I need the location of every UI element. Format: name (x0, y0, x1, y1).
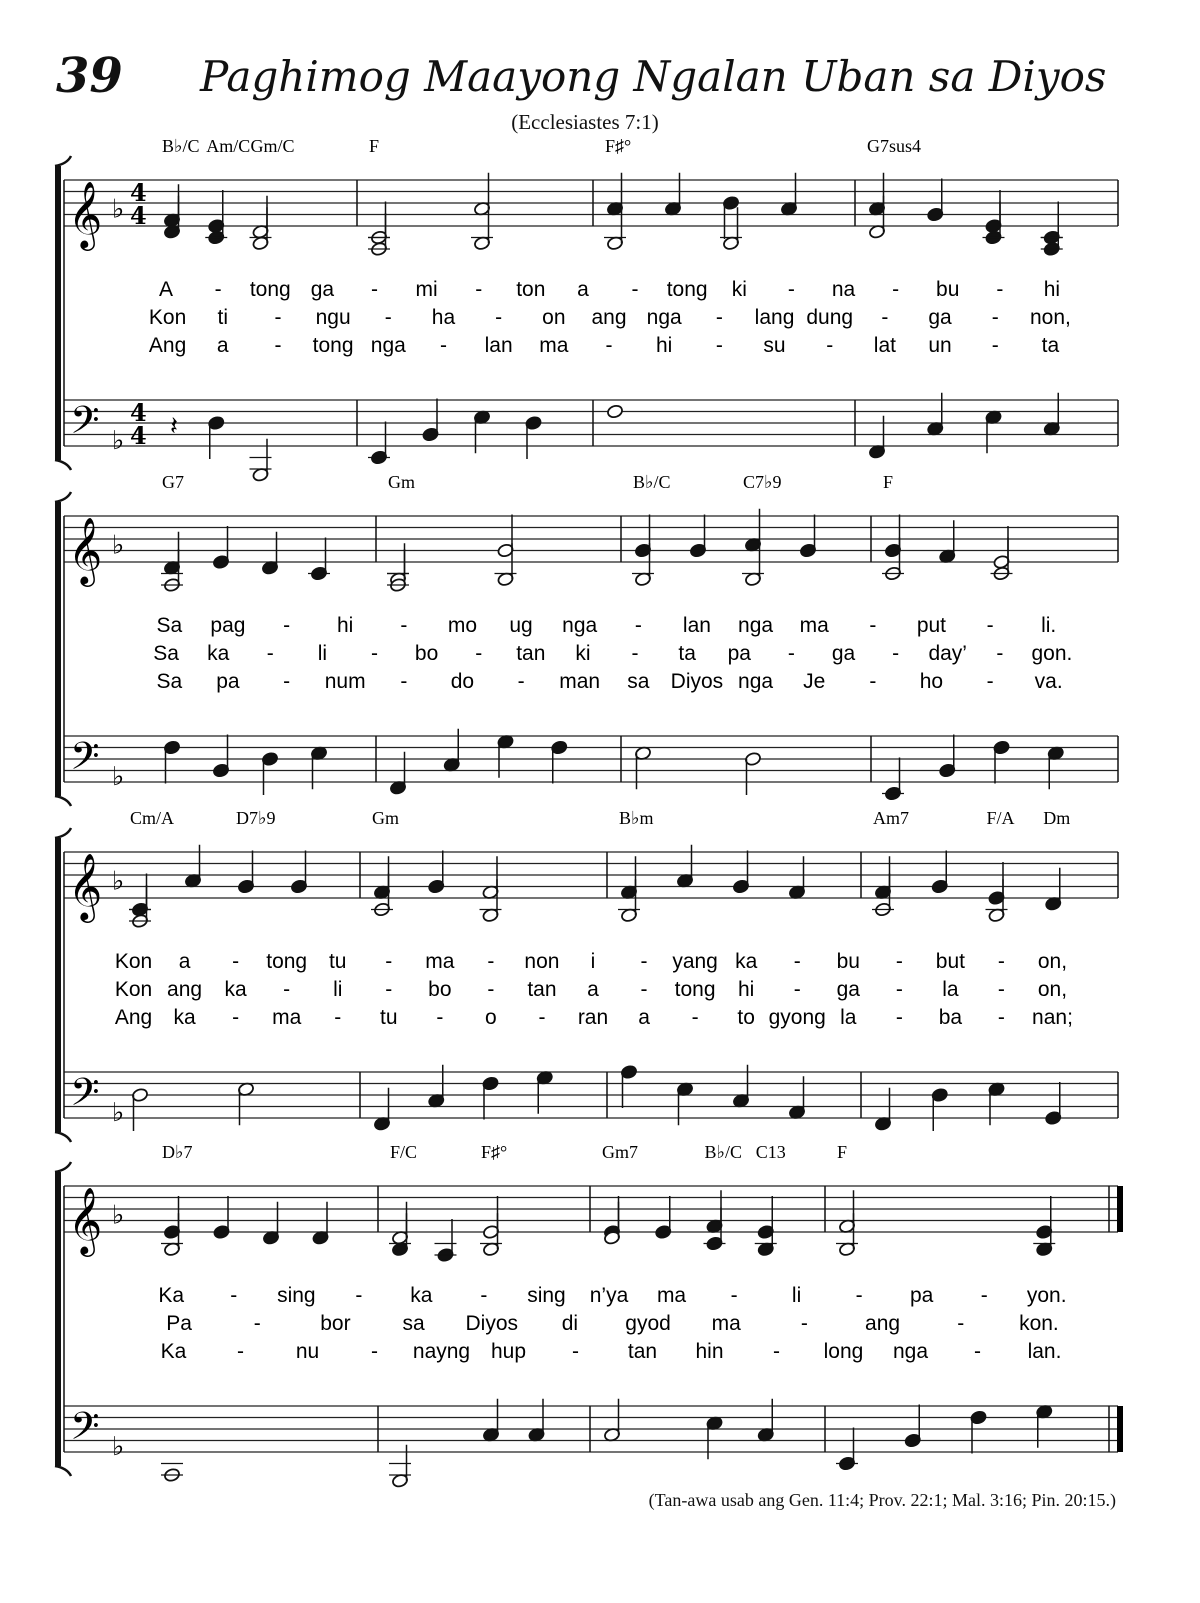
lyric-hyphen: - (640, 978, 648, 1001)
lyric-hyphen: - (371, 278, 378, 301)
lyric-syllable: kon. (1019, 1312, 1059, 1335)
chord-symbol: B♭/C (633, 472, 671, 492)
chord-symbol: Gm (388, 472, 415, 492)
lyric-syllable: Ang (148, 334, 187, 357)
chord-symbol: Cm/A (130, 808, 175, 828)
lyric-syllable: ka (410, 1284, 433, 1307)
lyric-syllable: li (333, 978, 343, 1001)
lyric-hyphen: - (384, 306, 392, 329)
lyric-syllable: yang (672, 950, 718, 973)
lyric-syllable: i (590, 950, 596, 973)
lyric-syllable: ka (224, 978, 247, 1001)
lyric-syllable: ma (799, 614, 829, 637)
lyric-hyphen: - (631, 642, 639, 665)
lyric-syllable: Sa (153, 642, 179, 665)
chord-symbol: D♭7 (162, 1142, 193, 1162)
lyric-syllable: a (178, 950, 191, 973)
chord-symbol: Gm/C (250, 136, 295, 156)
lyric-syllable: bor (320, 1312, 351, 1335)
lyric-syllable: Diyos (670, 670, 724, 693)
lyric-syllable: ngu (315, 306, 351, 329)
music-system (55, 1142, 1123, 1488)
lyric-syllable: yon. (1026, 1284, 1067, 1307)
chord-symbol: C13 (755, 1142, 786, 1162)
lyric-syllable: va. (1034, 670, 1063, 693)
lyric-syllable: Kon (114, 978, 153, 1001)
lyric-hyphen: - (997, 978, 1005, 1001)
chord-symbol: F (837, 1142, 848, 1162)
lyric-syllable: nga (370, 334, 406, 357)
lyric-syllable: tan (516, 642, 546, 665)
lyric-syllable: tong (312, 334, 354, 357)
treble-clef-icon: 𝄞 (68, 1186, 103, 1254)
lyric-syllable: mi (415, 278, 438, 301)
quarter-rest-icon: 𝄽 (170, 411, 178, 442)
lyric-syllable: num (324, 670, 366, 693)
lyric-syllable: Ka (160, 1340, 187, 1363)
lyric-syllable: tong (249, 278, 291, 301)
lyric-hyphen: - (385, 950, 393, 973)
lyric-syllable: ma (656, 1284, 687, 1307)
flat-key-signature-icon: ♭ (112, 762, 125, 792)
lyric-syllable: sing (277, 1284, 316, 1307)
lyric-syllable: nayng (412, 1340, 471, 1363)
lyric-syllable: nga (562, 614, 598, 637)
lyric-syllable: na (831, 278, 856, 301)
lyric-hyphen: - (436, 1006, 444, 1029)
music-system (55, 472, 1118, 806)
lyric-hyphen: - (640, 950, 648, 973)
chord-symbol: G7 (162, 472, 184, 492)
bass-time-signature-top: 4 (130, 398, 147, 427)
lyric-hyphen: - (334, 1006, 342, 1029)
lyric-syllable: Sa (156, 670, 183, 693)
lyric-syllable: Sa (156, 614, 183, 637)
treble-clef-icon: 𝄞 (68, 852, 103, 920)
lyric-syllable: tu (328, 950, 347, 973)
lyric-hyphen: - (439, 334, 447, 357)
lyric-syllable: A (159, 278, 174, 301)
lyric-syllable: bu (836, 950, 860, 973)
lyric-syllable: sing (527, 1284, 566, 1307)
lyric-syllable: ka (207, 642, 230, 665)
lyric-hyphen: - (487, 950, 495, 973)
lyric-hyphen: - (634, 614, 642, 637)
lyric-hyphen: - (800, 1312, 808, 1335)
lyric-syllable: gon. (1031, 642, 1073, 665)
treble-clef-icon: 𝄞 (68, 180, 103, 248)
lyric-hyphen: - (355, 1284, 363, 1307)
lyric-syllable: ta (678, 642, 696, 665)
footnote: (Tan-awa usab ang Gen. 11:4; Prov. 22:1; Mal. 3:16; Pin. 20:15.) (648, 1490, 1116, 1510)
chord-symbol: B♭m (619, 808, 654, 828)
lyric-syllable: su (763, 334, 786, 357)
lyric-syllable: nan; (1032, 1006, 1073, 1029)
bass-clef-icon: 𝄢 (70, 1069, 100, 1124)
lyric-syllable: a (638, 1006, 650, 1029)
lyric-hyphen: - (400, 614, 408, 637)
lyric-hyphen: - (881, 306, 889, 329)
lyric-syllable: ka (173, 1006, 196, 1029)
lyric-syllable: hi (737, 978, 755, 1001)
lyric-hyphen: - (495, 306, 503, 329)
flat-key-signature-icon: ♭ (112, 866, 125, 897)
lyric-syllable: to (737, 1006, 755, 1029)
lyric-syllable: li (317, 642, 328, 665)
lyric-syllable: bu (936, 278, 960, 301)
lyric-hyphen: - (991, 306, 999, 329)
lyric-syllable: ka (735, 950, 758, 973)
chord-symbol: Am7 (873, 808, 909, 828)
lyric-hyphen: - (283, 670, 291, 693)
lyric-syllable: ug (509, 614, 533, 637)
lyric-syllable: n’ya (589, 1284, 629, 1307)
lyric-syllable: tong (674, 978, 716, 1001)
lyric-syllable: ran (577, 1006, 609, 1029)
lyric-syllable: ho (919, 670, 944, 693)
lyric-hyphen: - (715, 334, 723, 357)
chord-symbol: C7♭9 (743, 472, 782, 492)
lyric-hyphen: - (730, 1284, 738, 1307)
lyric-syllable: long (823, 1340, 864, 1363)
song-title: Paghimog Maayong Ngalan Uban sa Diyos (200, 52, 1107, 101)
lyric-hyphen: - (475, 642, 483, 665)
chord-symbol: F♯° (605, 136, 632, 156)
lyric-syllable: ki (575, 642, 591, 665)
lyric-hyphen: - (986, 614, 994, 637)
lyric-syllable: a (587, 978, 599, 1001)
lyric-syllable: do (450, 670, 475, 693)
lyric-hyphen: - (869, 670, 877, 693)
song-number: 39 (56, 48, 123, 104)
bass-clef-icon: 𝄢 (70, 733, 100, 788)
lyric-hyphen: - (980, 1284, 988, 1307)
flat-key-signature-icon: ♭ (112, 1200, 125, 1231)
chord-symbol: F (883, 472, 894, 492)
lyric-hyphen: - (237, 1340, 244, 1363)
flat-key-signature-icon: ♭ (112, 1098, 125, 1128)
lyric-syllable: nga (646, 306, 682, 329)
lyric-syllable: bo (428, 978, 452, 1001)
lyric-syllable: put (916, 614, 947, 637)
lyric-syllable: Je (803, 670, 826, 693)
lyric-syllable: tu (380, 1006, 398, 1029)
lyric-syllable: ha (431, 306, 456, 329)
lyric-hyphen: - (773, 1340, 780, 1363)
bass-clef-icon: 𝄢 (70, 397, 100, 452)
lyric-hyphen: - (572, 1340, 579, 1363)
chord-symbol: F/C (390, 1142, 418, 1162)
lyric-syllable: but (935, 950, 965, 973)
final-barline (1117, 1186, 1123, 1232)
lyric-syllable: non, (1029, 306, 1071, 329)
lyric-hyphen: - (974, 1340, 981, 1363)
lyric-syllable: pag (210, 614, 246, 637)
lyric-syllable: pa (909, 1284, 934, 1307)
lyric-syllable: hi (337, 614, 354, 637)
chord-symbol: G7sus4 (867, 136, 922, 156)
chord-symbol: F/A (986, 808, 1015, 828)
lyric-syllable: ma (711, 1312, 741, 1335)
lyric-syllable: un (928, 334, 952, 357)
lyric-hyphen: - (232, 950, 240, 973)
chord-symbol: Gm7 (602, 1142, 638, 1162)
lyric-syllable: nga (892, 1340, 929, 1363)
lyric-syllable: hi (655, 334, 673, 357)
lyric-hyphen: - (266, 642, 274, 665)
lyric-syllable: tong (666, 278, 708, 301)
lyric-hyphen: - (253, 1312, 261, 1335)
lyric-syllable: ma (272, 1006, 302, 1029)
lyric-syllable: lat (873, 334, 896, 357)
lyric-syllable: li. (1041, 614, 1057, 637)
final-barline (1117, 1406, 1123, 1452)
lyric-hyphen: - (895, 950, 903, 973)
lyric-hyphen: - (475, 278, 483, 301)
lyric-syllable: lan (484, 334, 513, 357)
lyric-syllable: di (561, 1312, 579, 1335)
bass-note (606, 404, 623, 419)
lyric-syllable: Diyos (465, 1312, 519, 1335)
chord-symbol: Dm (1043, 808, 1071, 828)
lyric-hyphen: - (892, 642, 900, 665)
chord-symbol: Gm (372, 808, 399, 828)
lyric-hyphen: - (715, 306, 723, 329)
lyric-syllable: ti (217, 306, 229, 329)
lyric-syllable: ta (1041, 334, 1060, 357)
lyric-syllable: o (485, 1006, 497, 1029)
lyric-hyphen: - (631, 278, 639, 301)
lyric-syllable: sa (627, 670, 650, 693)
lyric-hyphen: - (691, 1006, 699, 1029)
lyric-syllable: hi (1043, 278, 1061, 301)
chord-symbol: B♭/C (162, 136, 200, 156)
lyric-syllable: a (577, 278, 589, 301)
lyric-syllable: li (791, 1284, 802, 1307)
lyric-hyphen: - (986, 670, 994, 693)
lyric-syllable: hup (490, 1340, 527, 1363)
lyric-hyphen: - (787, 642, 795, 665)
lyric-syllable: non (524, 950, 560, 973)
lyric-hyphen: - (957, 1312, 965, 1335)
chord-symbol: F (369, 136, 380, 156)
lyric-syllable: lang (754, 306, 795, 329)
lyric-syllable: tan (527, 978, 557, 1001)
lyric-hyphen: - (400, 670, 408, 693)
lyric-hyphen: - (826, 334, 834, 357)
lyric-syllable: nga (738, 670, 774, 693)
lyric-hyphen: - (869, 614, 877, 637)
lyric-hyphen: - (991, 334, 999, 357)
lyric-hyphen: - (230, 1284, 238, 1307)
lyric-syllable: nu (295, 1340, 320, 1363)
music-system (55, 136, 1118, 482)
bass-time-signature-bottom: 4 (130, 421, 147, 450)
chord-symbol: B♭/C (704, 1142, 743, 1162)
lyric-hyphen: - (895, 1006, 903, 1029)
lyric-syllable: pa (727, 642, 751, 665)
lyric-hyphen: - (996, 278, 1004, 301)
lyric-syllable: sa (402, 1312, 425, 1335)
lyric-syllable: ma (539, 334, 569, 357)
lyric-syllable: ang (865, 1312, 901, 1335)
lyric-syllable: gyong (768, 1006, 826, 1029)
lyric-syllable: Ang (114, 1006, 153, 1029)
lyric-syllable: ga (831, 642, 856, 665)
lyric-syllable: day’ (928, 642, 967, 665)
lyric-syllable: on (542, 306, 566, 329)
lyric-hyphen: - (517, 670, 525, 693)
flat-key-signature-icon: ♭ (112, 530, 125, 561)
music-system (55, 808, 1118, 1142)
lyric-hyphen: - (538, 1006, 546, 1029)
lyric-syllable: ba (938, 1006, 963, 1029)
flat-key-signature-icon: ♭ (112, 426, 125, 456)
lyric-syllable: lan (682, 614, 711, 637)
lyric-hyphen: - (385, 978, 393, 1001)
lyric-hyphen: - (793, 950, 801, 973)
lyric-hyphen: - (996, 642, 1004, 665)
lyric-syllable: tong (266, 950, 308, 973)
lyric-syllable: la (840, 1006, 857, 1029)
lyric-hyphen: - (787, 278, 795, 301)
chord-symbol: Am/C (206, 136, 251, 156)
lyric-hyphen: - (232, 1006, 240, 1029)
lyric-hyphen: - (997, 950, 1005, 973)
lyric-syllable: nga (738, 614, 774, 637)
lyric-hyphen: - (892, 278, 900, 301)
lyric-hyphen: - (283, 978, 291, 1001)
lyric-syllable: Pa (166, 1312, 192, 1335)
lyric-syllable: ki (731, 278, 747, 301)
lyric-syllable: la (942, 978, 959, 1001)
treble-time-signature-bottom: 4 (130, 201, 147, 230)
treble-clef-icon: 𝄞 (68, 516, 103, 584)
lyric-syllable: man (559, 670, 601, 693)
treble-time-signature-top: 4 (130, 178, 147, 207)
lyric-syllable: on, (1037, 978, 1068, 1001)
lyric-syllable: lan. (1027, 1340, 1062, 1363)
lyric-syllable: gyod (625, 1312, 671, 1335)
lyric-syllable: ga (836, 978, 860, 1001)
flat-key-signature-icon: ♭ (112, 1432, 125, 1462)
lyric-hyphen: - (793, 978, 801, 1001)
lyric-syllable: pa (216, 670, 240, 693)
lyric-syllable: mo (447, 614, 478, 637)
lyric-hyphen: - (855, 1284, 863, 1307)
lyric-syllable: ang (167, 978, 203, 1001)
lyric-hyphen: - (371, 1340, 378, 1363)
lyric-hyphen: - (487, 978, 495, 1001)
lyric-syllable: a (216, 334, 229, 357)
chord-symbol: D7♭9 (236, 808, 276, 828)
lyric-hyphen: - (371, 642, 378, 665)
lyric-syllable: on, (1037, 950, 1068, 973)
lyric-syllable: Ka (158, 1284, 185, 1307)
lyric-hyphen: - (605, 334, 613, 357)
lyric-syllable: dung (806, 306, 854, 329)
scripture-reference: (Ecclesiastes 7:1) (511, 110, 659, 134)
flat-key-signature-icon: ♭ (112, 194, 125, 225)
lyric-hyphen: - (214, 278, 222, 301)
lyric-syllable: hin (695, 1340, 724, 1363)
lyric-hyphen: - (997, 1006, 1005, 1029)
lyric-syllable: ga (310, 278, 335, 301)
bass-clef-icon: 𝄢 (70, 1403, 100, 1458)
lyric-hyphen: - (274, 334, 282, 357)
lyric-syllable: bo (414, 642, 439, 665)
lyric-hyphen: - (480, 1284, 488, 1307)
lyric-syllable: Kon (148, 306, 187, 329)
lyric-syllable: ma (425, 950, 455, 973)
lyric-syllable: ton (516, 278, 546, 301)
lyric-syllable: tan (627, 1340, 658, 1363)
lyric-hyphen: - (283, 614, 291, 637)
lyric-hyphen: - (274, 306, 282, 329)
lyric-hyphen: - (895, 978, 903, 1001)
lyric-syllable: ga (928, 306, 952, 329)
lyric-syllable: Kon (114, 950, 153, 973)
chord-symbol: F♯° (481, 1142, 508, 1162)
lyric-syllable: ang (591, 306, 627, 329)
